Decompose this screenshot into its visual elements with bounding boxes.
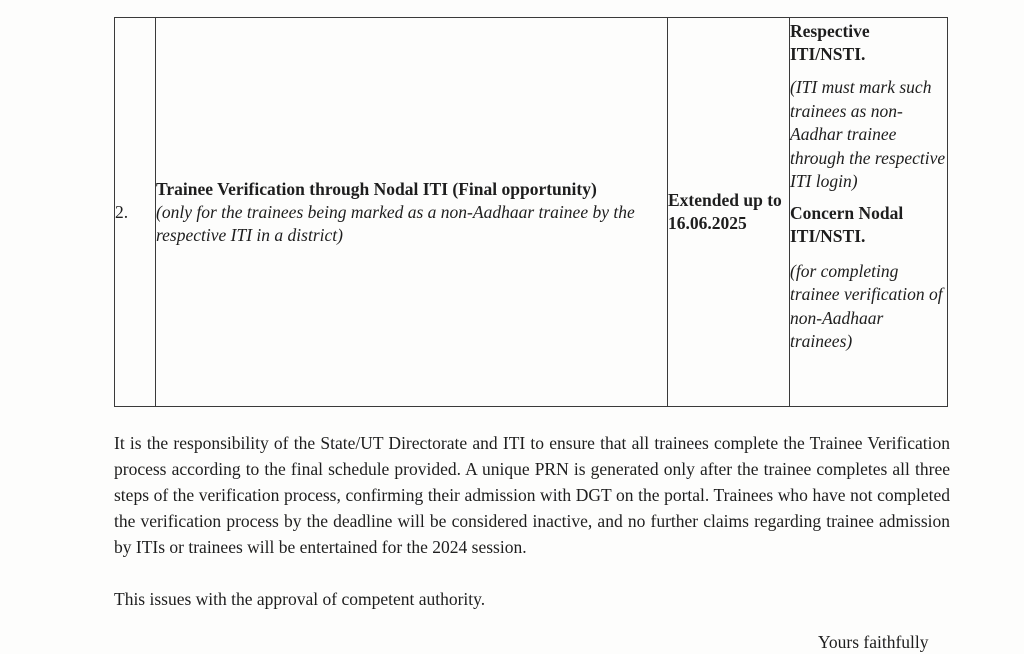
row-number: 2. [115, 201, 129, 222]
signature-line: Yours faithfully [818, 632, 929, 652]
responsibility-paragraph: It is the responsibility of the State/UT Directorate and ITI to ensure that all trainees complete the Trainee Verification process according to the final schedule provided. A unique PRN is generated only after the trainee completes all three steps of the verification process, confirming their admission with DGT on the portal. Trainees who have not completed the verification process by the deadline will be considered inactive, and no further claims regarding trainee admission by ITIs or trainees will be entertained for the 2024 session. [114, 433, 950, 557]
approval-paragraph: This issues with the approval of competent authority. [114, 589, 486, 609]
deadline-date: Extended up to 16.06.2025 [668, 190, 782, 233]
activity-title: Trainee Verification through Nodal ITI (Final opportunity) [156, 178, 597, 199]
nodal-iti-title: Concern Nodal ITI/NSTI. [790, 202, 904, 246]
respective-iti-title: Respective ITI/NSTI. [790, 21, 870, 64]
nodal-iti-note: (for completing trainee verification of non-Aadhaar trainees) [790, 260, 943, 351]
responsibility-cell [790, 18, 948, 407]
respective-iti-note: (ITI must mark such trainees as non-Aadhar trainee through the respective ITI login) [790, 77, 946, 191]
schedule-table [114, 17, 948, 407]
date-cell [668, 18, 790, 407]
activity-note: (only for the trainees being marked as a non-Aadhaar trainee by the respective ITI in a district) [156, 201, 635, 245]
table-row [115, 18, 948, 407]
activity-cell [156, 18, 668, 407]
row-number-cell [115, 18, 156, 407]
